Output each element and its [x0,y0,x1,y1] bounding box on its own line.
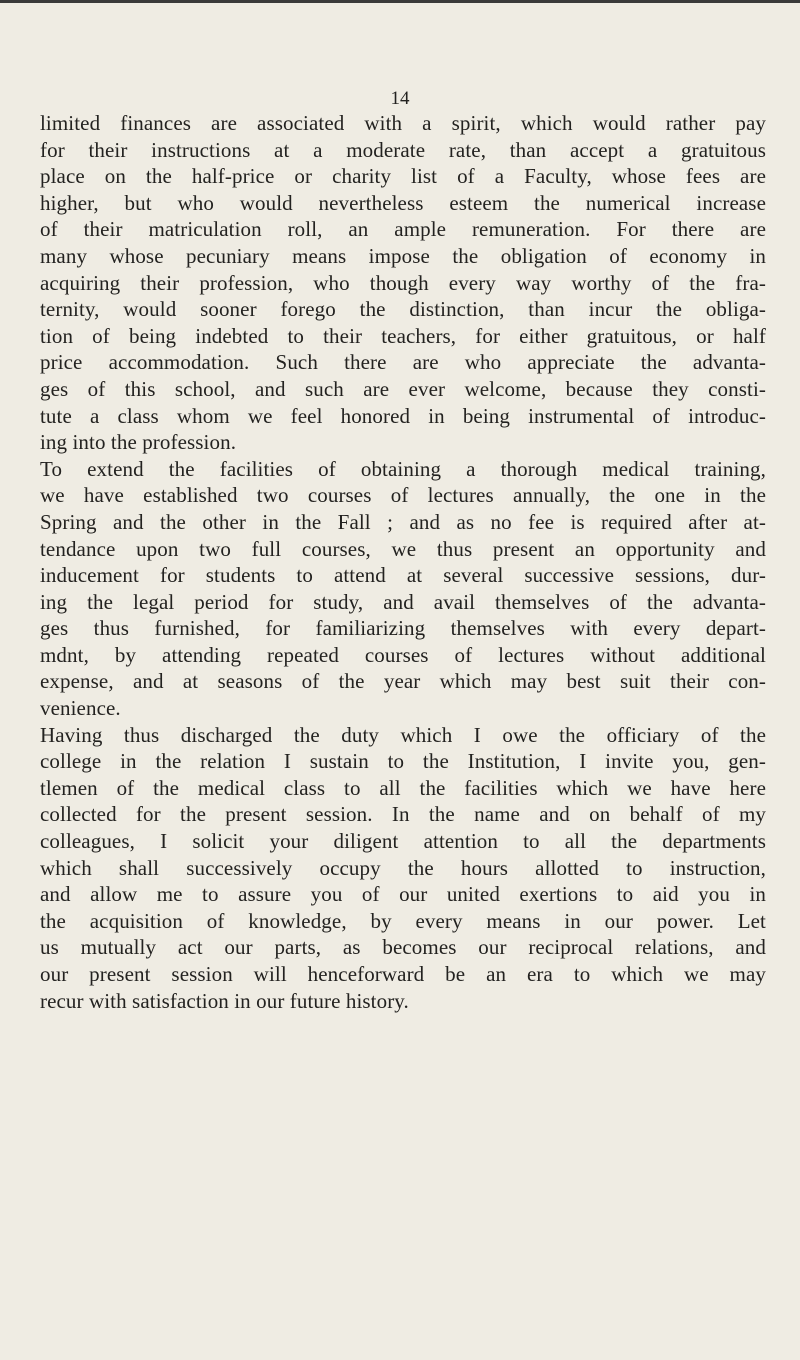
text-line: inducement for students to attend at several successive sessions, dur- [40,563,766,588]
text-line: ing the legal period for study, and avail themselves of the advanta- [40,589,766,614]
text-line: limited finances are associated with a spirit, which would rather pay [40,111,766,135]
text-line: our present session will henceforward be an era to which we may [40,962,766,986]
text-line: collected for the present session. In the name and on behalf of my [40,802,766,827]
text-line: ges thus furnished, for familiarizing themselves with every depart- [40,616,766,641]
text-line: and allow me to assure you of our united exertions to aid you in [40,882,766,907]
text-line: for their instructions at a moderate rate, than accept a gratuitous [40,137,766,162]
text-line: which shall successively occupy the hours allotted to instruction, [40,855,766,880]
text-line: tendance upon two full courses, we thus present an opportunity and [40,536,766,561]
text-line: colleagues, I solicit your diligent attention to all the departments [40,829,766,854]
text-line: acquiring their profession, who though every way worthy of the fra- [40,270,766,295]
text-line: ges of this school, and such are ever welcome, because they consti- [40,376,766,401]
text-line: many whose pecuniary means impose the obligation of economy in [40,243,766,268]
text-line: tion of being indebted to their teachers, for either gratuitous, or half [40,323,766,348]
text-line: the acquisition of knowledge, by every means in our power. Let [40,908,766,933]
paragraph-end-line: ing into the profession. [40,430,237,455]
text-line: Spring and the other in the Fall ; and as no fee is required after at- [40,509,766,534]
text-line: ternity, would sooner forego the distinction, than incur the obliga- [40,297,766,322]
text-line: To extend the facilities of obtaining a thorough medical training, [40,456,766,481]
text-line: of their matriculation roll, an ample remuneration. For there are [40,217,766,242]
page-number: 14 [390,88,410,109]
text-line: price accommodation. Such there are who appreciate the advanta- [40,350,766,375]
text-line: place on the half-price or charity list of a Faculty, whose fees are [40,164,766,189]
paragraph-end-line: recur with satisfaction in our future history. [40,988,409,1013]
text-line: mdnt, by attending repeated courses of lectures without additional [40,642,766,667]
paragraph-end-line: venience. [40,696,121,721]
page-body [40,110,766,1014]
text-line: tute a class whom we feel honored in being instrumental of introduc- [40,403,766,428]
text-line: college in the relation I sustain to the Institution, I invite you, gen- [40,749,766,774]
text-line: us mutually act our parts, as becomes our reciprocal relations, and [40,935,766,960]
top-border-rule [0,0,800,3]
text-line: higher, but who would nevertheless esteem the numerical increase [40,190,766,215]
text-line: we have established two courses of lectures annually, the one in the [40,483,766,508]
text-line: Having thus discharged the duty which I owe the officiary of the [40,722,766,747]
text-line: expense, and at seasons of the year which may best suit their con- [40,669,766,694]
text-line: tlemen of the medical class to all the facilities which we have here [40,775,766,800]
